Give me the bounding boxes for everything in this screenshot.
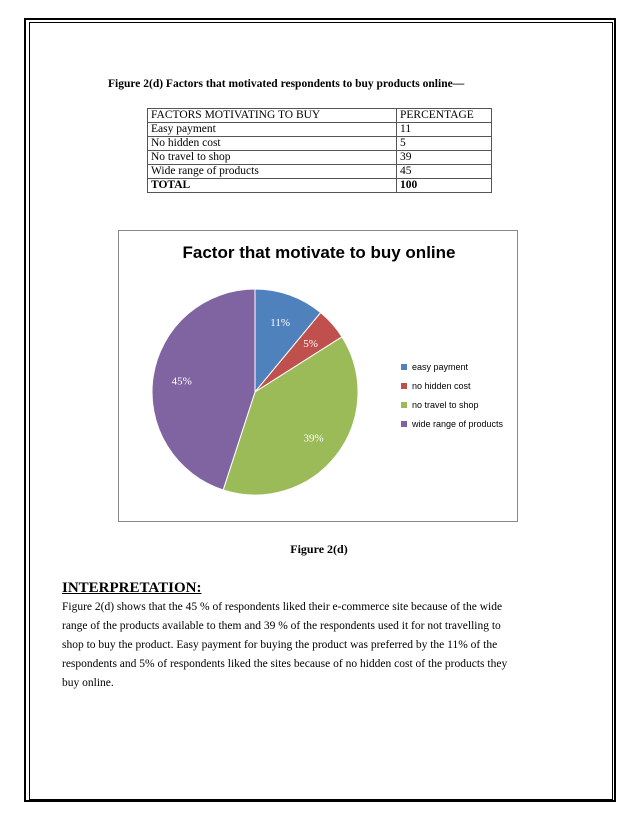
interpretation-body [62, 598, 582, 693]
table-cell-factor: Wide range of products [148, 165, 397, 179]
legend-swatch [401, 383, 407, 389]
factors-table [147, 108, 492, 193]
table-total-value: 100 [397, 179, 492, 193]
interpretation-line: shop to buy the product. Easy payment for buying the product was preferred by the 11% of the [62, 639, 498, 651]
chart-legend [401, 357, 503, 433]
table-total-row [148, 179, 492, 193]
interpretation-line: Figure 2(d) shows that the 45 % of respondents liked their e-commerce site because of the wide [62, 601, 503, 613]
legend-label: no hidden cost [412, 380, 471, 391]
table-row [148, 151, 492, 165]
table-cell-percentage: 39 [397, 151, 492, 165]
pie-slice-label: 11% [270, 317, 291, 330]
pie-slice-label: 5% [303, 337, 318, 350]
legend-item [401, 414, 503, 433]
table-header-percentage: PERCENTAGE [397, 109, 492, 123]
pie-chart [118, 230, 518, 522]
table-row [148, 165, 492, 179]
table-row [148, 123, 492, 137]
chart-title: Factor that motivate to buy online [182, 243, 456, 262]
table-header-row [148, 109, 492, 123]
legend-swatch [401, 402, 407, 408]
legend-item [401, 357, 503, 376]
legend-label: no travel to shop [412, 399, 479, 410]
figure-heading: Figure 2(d) Factors that motivated respondents to buy products online— [108, 78, 465, 90]
table-cell-percentage: 11 [397, 123, 492, 137]
table-total-label: TOTAL [148, 179, 397, 193]
legend-item [401, 376, 503, 395]
pie-slice-label: 39% [303, 432, 324, 445]
legend-swatch [401, 364, 407, 370]
table-cell-factor: No travel to shop [148, 151, 397, 165]
table-cell-percentage: 5 [397, 137, 492, 151]
interpretation-line: respondents and 5% of respondents liked the sites because of no hidden cost of the products they [62, 658, 508, 670]
legend-swatch [401, 421, 407, 427]
figure-caption: Figure 2(d) [290, 542, 348, 556]
table-cell-factor: Easy payment [148, 123, 397, 137]
table-cell-percentage: 45 [397, 165, 492, 179]
interpretation-heading: INTERPRETATION: [62, 580, 202, 596]
table-row [148, 137, 492, 151]
legend-label: easy payment [412, 361, 469, 372]
interpretation-line: range of the products available to them and 39 % of the respondents used it for not travelling to [62, 620, 501, 632]
interpretation-line: buy online. [62, 677, 114, 689]
table-header-factor: FACTORS MOTIVATING TO BUY [148, 109, 397, 123]
legend-item [401, 395, 503, 414]
pie-slice-label: 45% [171, 375, 192, 388]
legend-label: wide range of products [412, 418, 504, 429]
table-cell-factor: No hidden cost [148, 137, 397, 151]
